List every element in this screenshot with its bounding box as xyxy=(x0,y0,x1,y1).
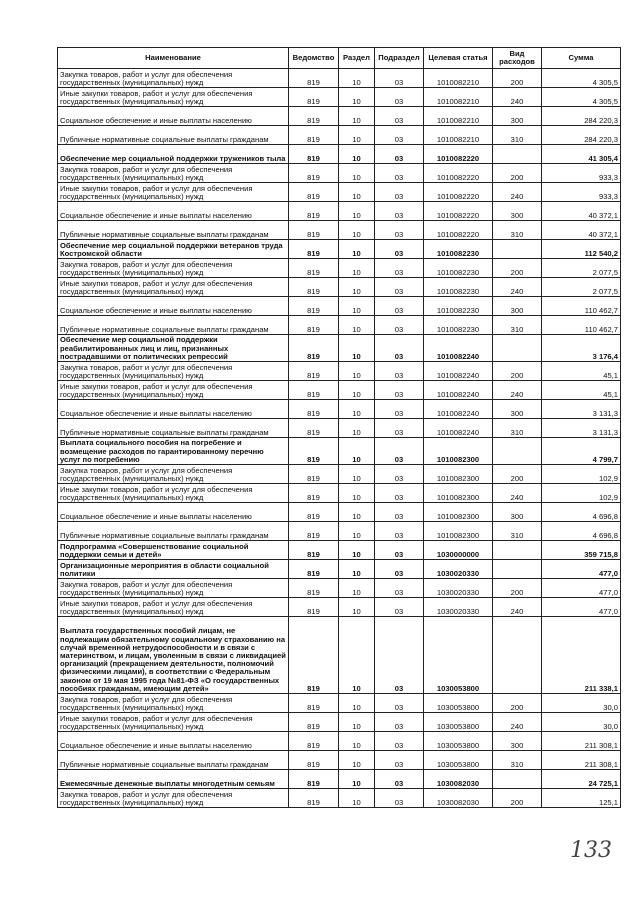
row-subsection: 03 xyxy=(375,297,424,316)
row-subsection: 03 xyxy=(375,107,424,126)
row-expense-type: 240 xyxy=(493,598,542,617)
table-row xyxy=(58,694,621,713)
row-section: 10 xyxy=(339,335,375,362)
table-row xyxy=(58,335,621,362)
row-target-article: 1010082240 xyxy=(424,381,493,400)
row-section: 10 xyxy=(339,221,375,240)
row-department: 819 xyxy=(289,694,339,713)
table-row xyxy=(58,438,621,465)
row-subsection: 03 xyxy=(375,732,424,751)
row-name: Иные закупки товаров, работ и услуг для обеспечения государственных (муниципальных) нужд xyxy=(58,598,289,617)
table-row xyxy=(58,503,621,522)
row-sum: 933,3 xyxy=(542,183,621,202)
row-department: 819 xyxy=(289,541,339,560)
table-row xyxy=(58,713,621,732)
row-name: Публичные нормативные социальные выплаты гражданам xyxy=(58,751,289,770)
row-target-article: 1010082300 xyxy=(424,484,493,503)
table-row xyxy=(58,770,621,789)
row-department: 819 xyxy=(289,789,339,808)
row-subsection: 03 xyxy=(375,522,424,541)
row-section: 10 xyxy=(339,560,375,579)
row-expense-type: 240 xyxy=(493,183,542,202)
row-section: 10 xyxy=(339,297,375,316)
row-subsection: 03 xyxy=(375,362,424,381)
row-target-article: 1010082210 xyxy=(424,69,493,88)
row-target-article: 1010082230 xyxy=(424,240,493,259)
row-name: Иные закупки товаров, работ и услуг для обеспечения государственных (муниципальных) нужд xyxy=(58,484,289,503)
table-row xyxy=(58,465,621,484)
row-target-article: 1030000000 xyxy=(424,541,493,560)
row-subsection: 03 xyxy=(375,579,424,598)
row-department: 819 xyxy=(289,259,339,278)
row-expense-type xyxy=(493,438,542,465)
row-expense-type: 300 xyxy=(493,297,542,316)
row-expense-type: 200 xyxy=(493,579,542,598)
row-name: Социальное обеспечение и иные выплаты населению xyxy=(58,732,289,751)
row-subsection: 03 xyxy=(375,598,424,617)
row-subsection: 03 xyxy=(375,541,424,560)
table-row xyxy=(58,617,621,694)
row-sum: 45,1 xyxy=(542,362,621,381)
row-sum: 211 308,1 xyxy=(542,751,621,770)
row-target-article: 1010082240 xyxy=(424,400,493,419)
row-section: 10 xyxy=(339,107,375,126)
row-department: 819 xyxy=(289,240,339,259)
row-target-article: 1030053800 xyxy=(424,751,493,770)
row-section: 10 xyxy=(339,484,375,503)
row-name: Закупка товаров, работ и услуг для обеспечения государственных (муниципальных) нужд xyxy=(58,789,289,808)
row-section: 10 xyxy=(339,598,375,617)
row-name: Обеспечение мер социальной поддержки реабилитированных лиц и лиц, признанных пострадавшими от политических репрессий xyxy=(58,335,289,362)
row-expense-type: 310 xyxy=(493,316,542,335)
budget-table xyxy=(57,47,621,808)
table-row xyxy=(58,560,621,579)
row-expense-type: 200 xyxy=(493,789,542,808)
row-department: 819 xyxy=(289,145,339,164)
row-sum: 2 077,5 xyxy=(542,259,621,278)
row-subsection: 03 xyxy=(375,316,424,335)
row-target-article: 1010082300 xyxy=(424,522,493,541)
row-department: 819 xyxy=(289,278,339,297)
row-section: 10 xyxy=(339,541,375,560)
row-subsection: 03 xyxy=(375,202,424,221)
row-expense-type xyxy=(493,145,542,164)
row-sum: 284 220,3 xyxy=(542,126,621,145)
row-target-article: 1030053800 xyxy=(424,713,493,732)
row-subsection: 03 xyxy=(375,400,424,419)
row-department: 819 xyxy=(289,732,339,751)
row-sum: 110 462,7 xyxy=(542,316,621,335)
row-expense-type xyxy=(493,335,542,362)
row-section: 10 xyxy=(339,69,375,88)
row-section: 10 xyxy=(339,617,375,694)
row-subsection: 03 xyxy=(375,770,424,789)
row-expense-type: 240 xyxy=(493,713,542,732)
row-department: 819 xyxy=(289,419,339,438)
row-department: 819 xyxy=(289,335,339,362)
row-name: Закупка товаров, работ и услуг для обеспечения государственных (муниципальных) нужд xyxy=(58,362,289,381)
row-target-article: 1030053800 xyxy=(424,694,493,713)
table-row xyxy=(58,69,621,88)
row-name: Обеспечение мер социальной поддержки ветеранов труда Костромской области xyxy=(58,240,289,259)
table-row xyxy=(58,400,621,419)
row-department: 819 xyxy=(289,164,339,183)
row-sum: 359 715,8 xyxy=(542,541,621,560)
row-department: 819 xyxy=(289,88,339,107)
row-section: 10 xyxy=(339,362,375,381)
row-target-article: 1030082030 xyxy=(424,770,493,789)
row-expense-type: 310 xyxy=(493,419,542,438)
row-department: 819 xyxy=(289,69,339,88)
row-target-article: 1010082230 xyxy=(424,259,493,278)
row-department: 819 xyxy=(289,381,339,400)
row-sum: 30,0 xyxy=(542,713,621,732)
row-name: Иные закупки товаров, работ и услуг для обеспечения государственных (муниципальных) нужд xyxy=(58,713,289,732)
row-subsection: 03 xyxy=(375,69,424,88)
table-row xyxy=(58,751,621,770)
row-sum: 4 305,5 xyxy=(542,69,621,88)
row-expense-type: 200 xyxy=(493,465,542,484)
table-row xyxy=(58,484,621,503)
row-expense-type: 310 xyxy=(493,126,542,145)
row-department: 819 xyxy=(289,362,339,381)
row-name: Обеспечение мер социальной поддержки тружеников тыла xyxy=(58,145,289,164)
row-section: 10 xyxy=(339,438,375,465)
row-name: Иные закупки товаров, работ и услуг для обеспечения государственных (муниципальных) нужд xyxy=(58,88,289,107)
row-sum: 110 462,7 xyxy=(542,297,621,316)
table-row xyxy=(58,789,621,808)
row-target-article: 1030020330 xyxy=(424,560,493,579)
row-subsection: 03 xyxy=(375,617,424,694)
row-expense-type: 200 xyxy=(493,694,542,713)
header-subsection: Подраздел xyxy=(375,48,424,69)
row-sum: 24 725,1 xyxy=(542,770,621,789)
row-subsection: 03 xyxy=(375,145,424,164)
table-row xyxy=(58,88,621,107)
row-section: 10 xyxy=(339,126,375,145)
handwritten-page-number: 133 xyxy=(570,838,612,863)
row-expense-type: 200 xyxy=(493,259,542,278)
row-section: 10 xyxy=(339,522,375,541)
table-row xyxy=(58,278,621,297)
table-body xyxy=(58,69,621,808)
row-expense-type: 300 xyxy=(493,503,542,522)
header-sum: Сумма xyxy=(542,48,621,69)
row-expense-type: 300 xyxy=(493,202,542,221)
table-row xyxy=(58,598,621,617)
row-department: 819 xyxy=(289,713,339,732)
row-expense-type: 200 xyxy=(493,164,542,183)
row-expense-type: 240 xyxy=(493,484,542,503)
row-department: 819 xyxy=(289,400,339,419)
row-section: 10 xyxy=(339,400,375,419)
row-expense-type: 240 xyxy=(493,381,542,400)
row-expense-type: 200 xyxy=(493,362,542,381)
row-target-article: 1030020330 xyxy=(424,579,493,598)
row-department: 819 xyxy=(289,522,339,541)
row-sum: 125,1 xyxy=(542,789,621,808)
row-name: Социальное обеспечение и иные выплаты населению xyxy=(58,107,289,126)
row-section: 10 xyxy=(339,164,375,183)
row-name: Публичные нормативные социальные выплаты гражданам xyxy=(58,522,289,541)
row-sum: 41 305,4 xyxy=(542,145,621,164)
row-sum: 477,0 xyxy=(542,579,621,598)
row-target-article: 1030053800 xyxy=(424,732,493,751)
row-department: 819 xyxy=(289,202,339,221)
row-name: Публичные нормативные социальные выплаты гражданам xyxy=(58,221,289,240)
row-name: Публичные нормативные социальные выплаты гражданам xyxy=(58,316,289,335)
row-subsection: 03 xyxy=(375,221,424,240)
row-expense-type xyxy=(493,240,542,259)
row-department: 819 xyxy=(289,503,339,522)
header-target-article: Целевая статья xyxy=(424,48,493,69)
row-subsection: 03 xyxy=(375,789,424,808)
row-section: 10 xyxy=(339,770,375,789)
row-section: 10 xyxy=(339,183,375,202)
row-section: 10 xyxy=(339,751,375,770)
row-target-article: 1030082030 xyxy=(424,789,493,808)
table-row xyxy=(58,579,621,598)
table-row xyxy=(58,145,621,164)
row-sum: 102,9 xyxy=(542,484,621,503)
row-target-article: 1010082300 xyxy=(424,503,493,522)
row-expense-type: 300 xyxy=(493,400,542,419)
row-section: 10 xyxy=(339,694,375,713)
row-sum: 4 799,7 xyxy=(542,438,621,465)
row-target-article: 1010082230 xyxy=(424,316,493,335)
row-section: 10 xyxy=(339,202,375,221)
table-row xyxy=(58,126,621,145)
row-name: Закупка товаров, работ и услуг для обеспечения государственных (муниципальных) нужд xyxy=(58,579,289,598)
row-target-article: 1010082210 xyxy=(424,88,493,107)
row-sum: 40 372,1 xyxy=(542,221,621,240)
row-section: 10 xyxy=(339,88,375,107)
row-section: 10 xyxy=(339,145,375,164)
row-department: 819 xyxy=(289,316,339,335)
header-expense-type: Вид расходов xyxy=(493,48,542,69)
header-name: Наименование xyxy=(58,48,289,69)
table-row xyxy=(58,202,621,221)
table-row xyxy=(58,541,621,560)
row-subsection: 03 xyxy=(375,713,424,732)
row-name: Социальное обеспечение и иные выплаты населению xyxy=(58,297,289,316)
row-subsection: 03 xyxy=(375,484,424,503)
row-department: 819 xyxy=(289,560,339,579)
row-sum: 284 220,3 xyxy=(542,107,621,126)
row-sum: 2 077,5 xyxy=(542,278,621,297)
row-target-article: 1010082240 xyxy=(424,362,493,381)
table-header-row xyxy=(58,48,621,69)
budget-table-sheet xyxy=(57,47,620,808)
table-row xyxy=(58,297,621,316)
row-expense-type: 300 xyxy=(493,107,542,126)
row-department: 819 xyxy=(289,438,339,465)
row-expense-type: 310 xyxy=(493,522,542,541)
row-department: 819 xyxy=(289,617,339,694)
row-subsection: 03 xyxy=(375,503,424,522)
row-subsection: 03 xyxy=(375,465,424,484)
row-sum: 211 338,1 xyxy=(542,617,621,694)
row-name: Иные закупки товаров, работ и услуг для обеспечения государственных (муниципальных) нужд xyxy=(58,183,289,202)
table-row xyxy=(58,732,621,751)
row-subsection: 03 xyxy=(375,126,424,145)
header-department: Ведомство xyxy=(289,48,339,69)
row-section: 10 xyxy=(339,789,375,808)
row-name: Публичные нормативные социальные выплаты гражданам xyxy=(58,126,289,145)
row-department: 819 xyxy=(289,107,339,126)
row-section: 10 xyxy=(339,259,375,278)
row-name: Выплата социального пособия на погребение и возмещение расходов по гарантированному перечню услуг по погребению xyxy=(58,438,289,465)
row-sum: 3 131,3 xyxy=(542,419,621,438)
row-name: Иные закупки товаров, работ и услуг для обеспечения государственных (муниципальных) нужд xyxy=(58,278,289,297)
row-section: 10 xyxy=(339,503,375,522)
row-sum: 211 308,1 xyxy=(542,732,621,751)
row-subsection: 03 xyxy=(375,438,424,465)
table-row xyxy=(58,221,621,240)
row-target-article: 1010082230 xyxy=(424,297,493,316)
row-section: 10 xyxy=(339,713,375,732)
row-section: 10 xyxy=(339,381,375,400)
table-row xyxy=(58,164,621,183)
row-expense-type: 310 xyxy=(493,221,542,240)
row-subsection: 03 xyxy=(375,335,424,362)
row-department: 819 xyxy=(289,126,339,145)
row-department: 819 xyxy=(289,221,339,240)
table-row xyxy=(58,522,621,541)
row-target-article: 1010082220 xyxy=(424,202,493,221)
row-name: Закупка товаров, работ и услуг для обеспечения государственных (муниципальных) нужд xyxy=(58,259,289,278)
row-target-article: 1010082300 xyxy=(424,465,493,484)
row-sum: 40 372,1 xyxy=(542,202,621,221)
row-name: Закупка товаров, работ и услуг для обеспечения государственных (муниципальных) нужд xyxy=(58,164,289,183)
row-subsection: 03 xyxy=(375,164,424,183)
row-subsection: 03 xyxy=(375,240,424,259)
row-expense-type: 300 xyxy=(493,732,542,751)
table-row xyxy=(58,240,621,259)
row-sum: 3 176,4 xyxy=(542,335,621,362)
row-department: 819 xyxy=(289,183,339,202)
row-department: 819 xyxy=(289,770,339,789)
row-name: Иные закупки товаров, работ и услуг для обеспечения государственных (муниципальных) нужд xyxy=(58,381,289,400)
table-row xyxy=(58,316,621,335)
row-section: 10 xyxy=(339,465,375,484)
row-expense-type xyxy=(493,560,542,579)
table-row xyxy=(58,362,621,381)
row-name: Выплата государственных пособий лицам, не подлежащим обязательному социальному страхованию на случай временной нетрудоспособности и в связи с материнством, и лицам, уволенным в связи с ликвидацией организаций (прекращением деятельности, полномочий физическими лицами), в соответствии с Федеральным законом от 19 мая 1995 года №81-ФЗ «О государственных пособиях гражданам, имеющим детей» xyxy=(58,617,289,694)
row-subsection: 03 xyxy=(375,419,424,438)
row-expense-type: 240 xyxy=(493,88,542,107)
row-department: 819 xyxy=(289,598,339,617)
row-sum: 4 305,5 xyxy=(542,88,621,107)
row-department: 819 xyxy=(289,579,339,598)
row-sum: 45,1 xyxy=(542,381,621,400)
row-name: Социальное обеспечение и иные выплаты населению xyxy=(58,202,289,221)
row-section: 10 xyxy=(339,316,375,335)
row-department: 819 xyxy=(289,484,339,503)
table-row xyxy=(58,107,621,126)
row-expense-type xyxy=(493,770,542,789)
row-subsection: 03 xyxy=(375,183,424,202)
row-name: Социальное обеспечение и иные выплаты населению xyxy=(58,400,289,419)
row-target-article: 1010082220 xyxy=(424,145,493,164)
row-target-article: 1010082210 xyxy=(424,126,493,145)
row-section: 10 xyxy=(339,732,375,751)
row-target-article: 1010082240 xyxy=(424,419,493,438)
row-name: Подпрограмма «Совершенствование социальной поддержки семьи и детей» xyxy=(58,541,289,560)
row-name: Организационные мероприятия в области социальной политики xyxy=(58,560,289,579)
row-sum: 30,0 xyxy=(542,694,621,713)
row-subsection: 03 xyxy=(375,751,424,770)
row-subsection: 03 xyxy=(375,278,424,297)
row-target-article: 1010082220 xyxy=(424,183,493,202)
header-section: Раздел xyxy=(339,48,375,69)
row-subsection: 03 xyxy=(375,259,424,278)
table-row xyxy=(58,419,621,438)
row-sum: 477,0 xyxy=(542,598,621,617)
row-target-article: 1030020330 xyxy=(424,598,493,617)
row-subsection: 03 xyxy=(375,88,424,107)
row-name: Ежемесячные денежные выплаты многодетным семьям xyxy=(58,770,289,789)
row-target-article: 1010082220 xyxy=(424,164,493,183)
table-row xyxy=(58,259,621,278)
row-subsection: 03 xyxy=(375,694,424,713)
row-name: Публичные нормативные социальные выплаты гражданам xyxy=(58,419,289,438)
row-expense-type: 310 xyxy=(493,751,542,770)
row-sum: 933,3 xyxy=(542,164,621,183)
row-target-article: 1010082300 xyxy=(424,438,493,465)
row-name: Закупка товаров, работ и услуг для обеспечения государственных (муниципальных) нужд xyxy=(58,694,289,713)
row-expense-type: 240 xyxy=(493,278,542,297)
row-expense-type xyxy=(493,541,542,560)
row-target-article: 1010082210 xyxy=(424,107,493,126)
row-department: 819 xyxy=(289,751,339,770)
row-sum: 102,9 xyxy=(542,465,621,484)
row-target-article: 1030053800 xyxy=(424,617,493,694)
row-sum: 4 696,8 xyxy=(542,522,621,541)
table-row xyxy=(58,381,621,400)
row-department: 819 xyxy=(289,297,339,316)
row-section: 10 xyxy=(339,278,375,297)
row-section: 10 xyxy=(339,240,375,259)
row-target-article: 1010082240 xyxy=(424,335,493,362)
row-sum: 112 540,2 xyxy=(542,240,621,259)
row-department: 819 xyxy=(289,465,339,484)
row-section: 10 xyxy=(339,579,375,598)
row-subsection: 03 xyxy=(375,381,424,400)
row-name: Социальное обеспечение и иные выплаты населению xyxy=(58,503,289,522)
row-sum: 477,0 xyxy=(542,560,621,579)
row-subsection: 03 xyxy=(375,560,424,579)
row-name: Закупка товаров, работ и услуг для обеспечения государственных (муниципальных) нужд xyxy=(58,69,289,88)
row-name: Закупка товаров, работ и услуг для обеспечения государственных (муниципальных) нужд xyxy=(58,465,289,484)
table-row xyxy=(58,183,621,202)
row-target-article: 1010082230 xyxy=(424,278,493,297)
row-target-article: 1010082220 xyxy=(424,221,493,240)
row-section: 10 xyxy=(339,419,375,438)
row-sum: 4 696,8 xyxy=(542,503,621,522)
row-expense-type xyxy=(493,617,542,694)
row-sum: 3 131,3 xyxy=(542,400,621,419)
row-expense-type: 200 xyxy=(493,69,542,88)
